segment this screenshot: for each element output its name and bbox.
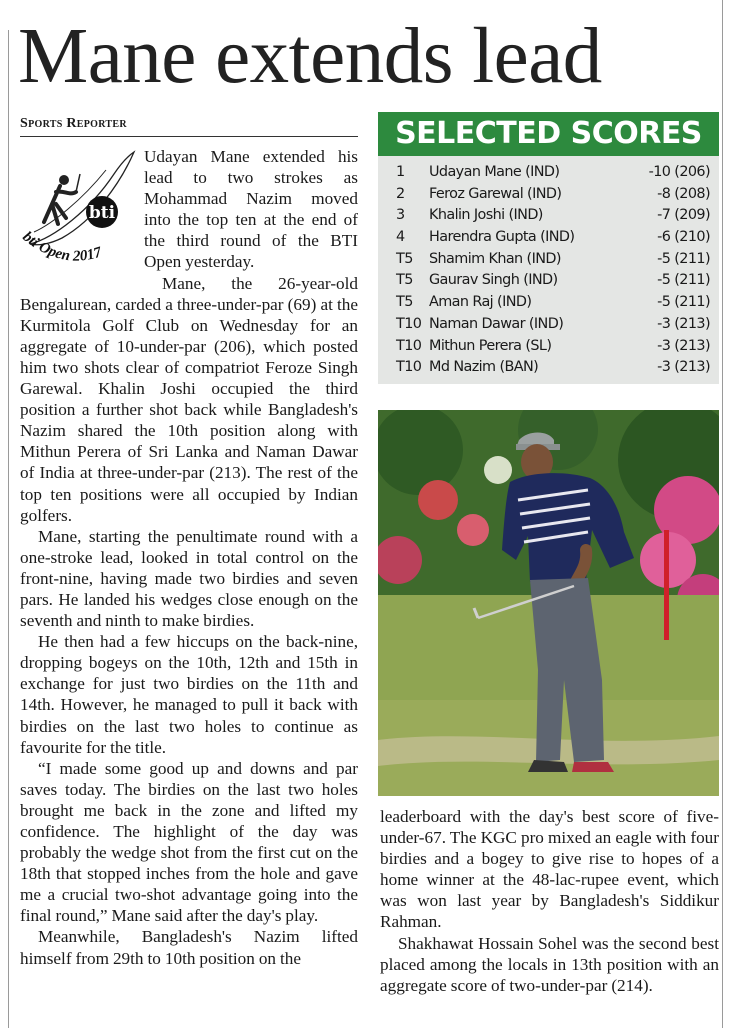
player-name: Aman Raj (IND) <box>429 294 532 311</box>
player-score: -3 (213) <box>657 315 710 332</box>
article-paragraph: “I made some good up and downs and par saves today. The birdies on the last two holes brought me back in the zone and lifted my confidence. The highlight of the day was probably the wedge shot from the first cut on the 18th that stopped inches from the hole and gave me a crucial two-shot advantage going into the final round,” Mane said after the day's play. <box>20 758 358 926</box>
article-paragraph: Udayan Mane extended his lead to two strokes as Mohammad Nazim moved into the top ten at the end of the third round of the BTI Open yesterday. <box>144 147 358 272</box>
score-row <box>378 205 719 227</box>
score-position: 3 <box>396 207 405 224</box>
player-score: -5 (211) <box>657 294 710 311</box>
player-name: Shamim Khan (IND) <box>429 250 561 267</box>
article-column-left <box>20 146 358 969</box>
score-row <box>378 249 719 271</box>
bti-open-logo <box>16 146 140 278</box>
player-name: Udayan Mane (IND) <box>429 164 560 180</box>
logo-caption: bti Open 2017 <box>19 228 104 265</box>
score-row <box>378 314 719 336</box>
page-right-border <box>722 0 723 1028</box>
player-score: -3 (213) <box>657 359 710 376</box>
player-score: -5 (211) <box>657 250 710 267</box>
score-row <box>378 227 719 249</box>
score-position: 2 <box>396 185 405 202</box>
selected-scores-box <box>378 112 719 384</box>
article-paragraph: He then had a few hiccups on the back-nine, dropping bogeys on the 10th, 12th and 15th in exchange for just two birdies on the 11th and 14th. However, he managed to pull it back with birdies on the last two holes to continue as favourite for the title. <box>20 632 358 757</box>
player-name: Naman Dawar (IND) <box>429 315 564 332</box>
score-position: 1 <box>396 164 405 180</box>
article-paragraph: leaderboard with the day's best score of five-under-67. The KGC pro mixed an eagle with four birdies and a bogey to give rise to hopes of a home winner at the 48-lac-rupee event, which was won last year by Bangladesh's Siddikur Rahman. <box>380 807 719 932</box>
golfer-photo <box>378 410 719 796</box>
score-position: T5 <box>396 272 413 289</box>
score-row <box>378 162 719 184</box>
article-paragraph: Mane, the 26-year-old Bengalurean, carded a three-under-par (69) at the Kurmitola Golf Club on Wednesday for an aggregate of 10-under-par (206), which posted him two shots clear of compatriot Feroze Singh Garewal. Khalin Joshi occupied the third position a further shot back while Bangladesh's Nazim shared the 10th position along with Mithun Perera of Sri Lanka and Naman Dawar of India at three-under-par (213). The rest of the top ten positions were all occupied by Indian golfers. <box>20 273 358 525</box>
score-row <box>378 357 719 379</box>
player-name: Harendra Gupta (IND) <box>429 229 575 246</box>
player-score: -10 (206) <box>648 164 710 180</box>
score-row <box>378 184 719 206</box>
byline: Sports Reporter <box>20 114 358 137</box>
score-position: T10 <box>396 359 422 376</box>
player-name: Md Nazim (BAN) <box>429 359 539 376</box>
article-paragraph: Mane, starting the penultimate round with a one-stroke lead, looked in total control on the front-nine, having made two birdies and seven pars. He landed his wedges close enough on the seventh and ninth to make birdies. <box>20 526 358 631</box>
player-name: Mithun Perera (SL) <box>429 337 552 354</box>
score-row <box>378 270 719 292</box>
score-row <box>378 336 719 358</box>
player-name: Khalin Joshi (IND) <box>429 207 543 224</box>
score-row <box>378 292 719 314</box>
score-position: 4 <box>396 229 405 246</box>
player-name: Feroz Garewal (IND) <box>429 185 562 202</box>
page-left-border <box>8 30 9 1028</box>
score-position: T5 <box>396 294 413 311</box>
article-paragraph: Meanwhile, Bangladesh's Nazim lifted himself from 29th to 10th position on the <box>20 927 358 968</box>
logo-brand-text: bti <box>88 203 116 223</box>
score-position: T10 <box>396 337 422 354</box>
player-score: -6 (210) <box>657 229 710 246</box>
article-paragraph: Shakhawat Hossain Sohel was the second best placed among the locals in 13th position with an aggregate score of two-under-par (214). <box>380 933 719 995</box>
article-body-right <box>380 806 719 996</box>
article-column-right <box>380 806 719 996</box>
headline: Mane extends lead <box>18 13 602 100</box>
player-score: -3 (213) <box>657 337 710 354</box>
scores-title: SELECTED SCORES <box>378 112 719 156</box>
player-score: -7 (209) <box>657 207 710 224</box>
score-position: T5 <box>396 250 413 267</box>
score-position: T10 <box>396 315 422 332</box>
player-score: -8 (208) <box>657 185 710 202</box>
player-score: -5 (211) <box>657 272 710 289</box>
player-name: Gaurav Singh (IND) <box>429 272 558 289</box>
scores-list <box>378 156 719 379</box>
